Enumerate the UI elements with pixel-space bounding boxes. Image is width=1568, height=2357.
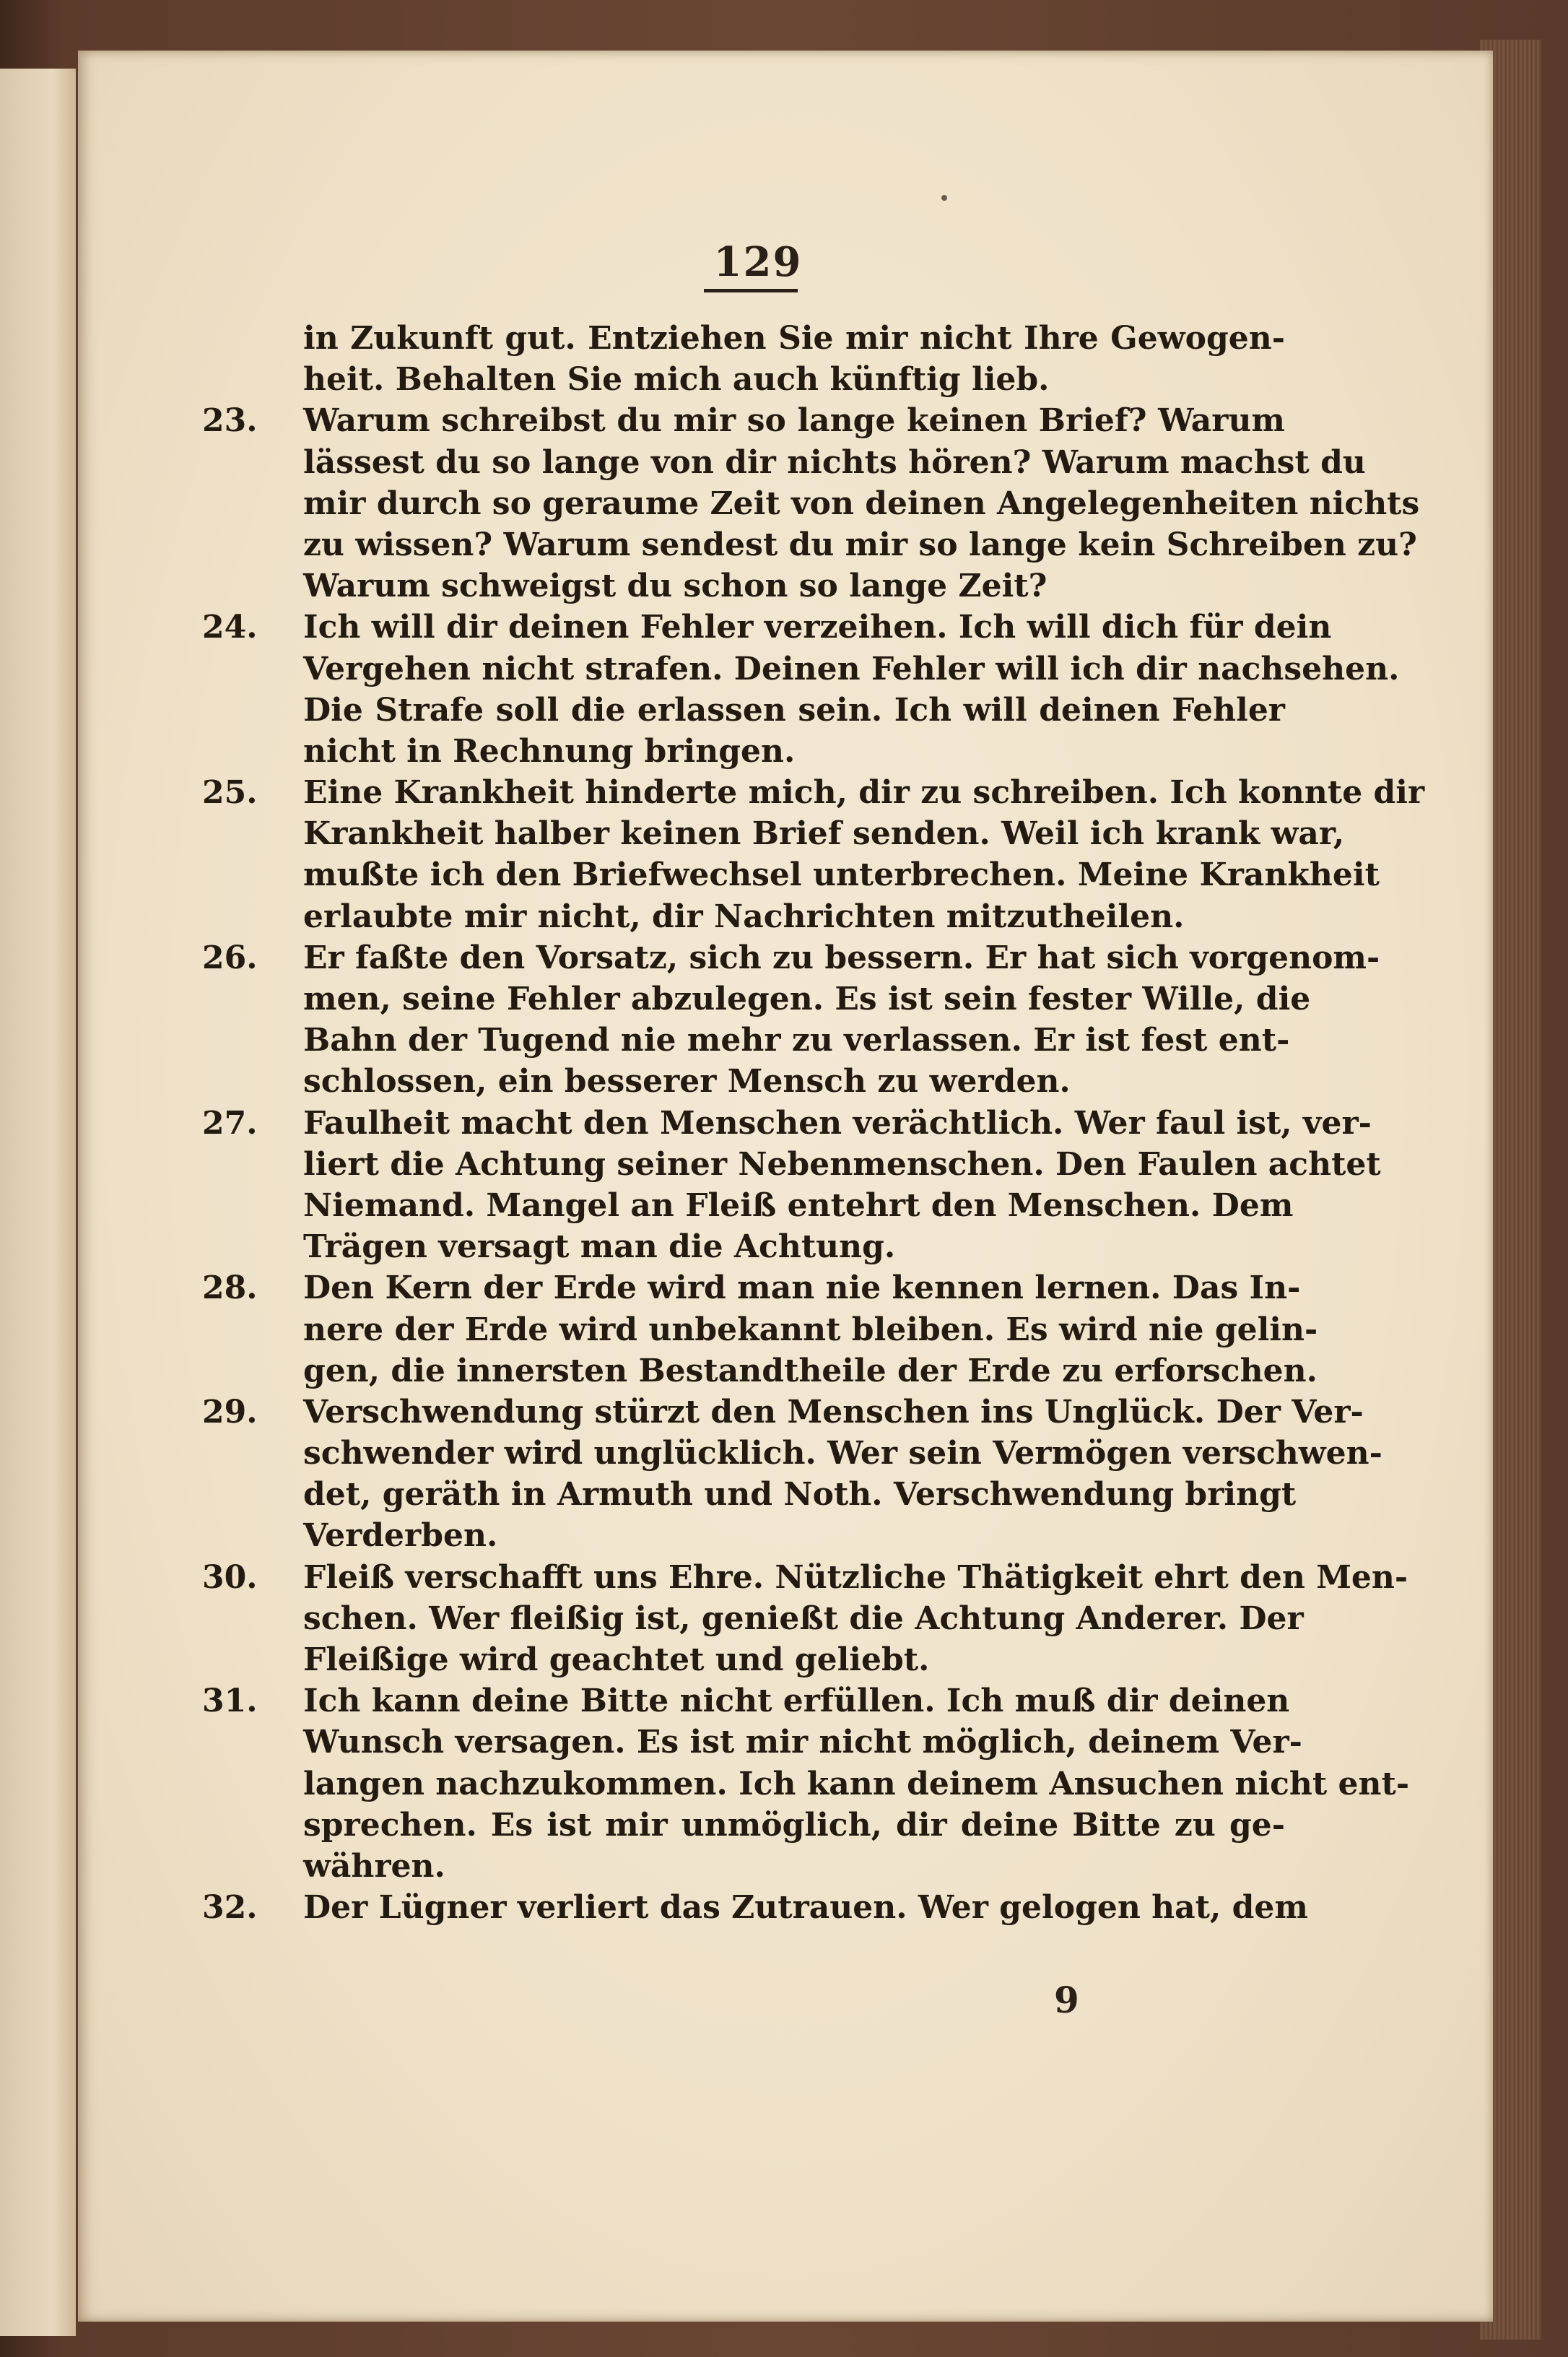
line-text: heit. Behalten Sie mich auch künftig lieb. (303, 361, 1050, 399)
text-line (202, 648, 1400, 690)
text-line (202, 1722, 1302, 1763)
line-text: Er faßte den Vorsatz, sich zu bessern. Er hat sich vorgenom- (303, 939, 1380, 976)
line-text: Fleiß verschafft uns Ehre. Nützliche Thätigkeit ehrt den Men- (303, 1558, 1408, 1596)
page-number: 129 (713, 238, 803, 286)
text-line (202, 565, 1285, 607)
text-line (202, 318, 1285, 359)
line-text: Warum schreibst du mir so lange keinen Brief? Warum (303, 402, 1285, 440)
line-text: Fleißige wird geachtet und geliebt. (303, 1641, 930, 1678)
paragraph-number: 23. (202, 402, 258, 440)
text-line (202, 483, 1420, 524)
paragraph-number: 26. (202, 939, 258, 976)
text-line (202, 731, 1285, 772)
line-text: det, geräth in Armuth und Noth. Verschwendung bringt (303, 1476, 1297, 1514)
text-line (202, 1680, 1290, 1722)
line-text: Der Lügner verliert das Zutrauen. Wer gelogen hat, dem (303, 1889, 1308, 1927)
line-text: nere der Erde wird unbekannt bleiben. Es wird nie gelin- (303, 1311, 1318, 1348)
text-line (202, 1474, 1297, 1515)
text-line (202, 442, 1366, 483)
text-line (202, 1598, 1304, 1639)
text-line (202, 1887, 1308, 1928)
line-text: liert die Achtung seiner Nebenmenschen. Den Faulen achtet (303, 1145, 1381, 1183)
line-text: Ich will dir deinen Fehler verzeihen. Ich will dich für dein (303, 609, 1332, 646)
line-text: Warum schweigst du schon so lange Zeit? (303, 568, 1047, 605)
line-text: erlaubte mir nicht, dir Nachrichten mitzutheilen. (303, 898, 1185, 935)
left-page-edge (0, 69, 76, 2336)
text-line (202, 854, 1380, 895)
text-line (202, 359, 1285, 400)
text-line (202, 1061, 1285, 1102)
line-text: mußte ich den Briefwechsel unterbrechen. Meine Krankheit (303, 856, 1380, 894)
text-line (202, 1515, 1285, 1556)
line-text: währen. (303, 1847, 445, 1885)
text-line (202, 813, 1345, 854)
text-line (202, 607, 1332, 648)
line-text: Ich kann deine Bitte nicht erfüllen. Ich muß dir deinen (303, 1683, 1290, 1720)
line-text: langen nachzukommen. Ich kann deinem Ansuchen nicht ent- (303, 1765, 1410, 1802)
text-line (202, 1763, 1410, 1805)
ink-speck (941, 195, 947, 201)
signature-mark: 9 (1054, 1979, 1079, 2021)
paragraph-number: 31. (202, 1683, 258, 1720)
paragraph-number: 25. (202, 774, 258, 812)
text-line (202, 1557, 1408, 1598)
paragraph-number: 29. (202, 1393, 258, 1431)
text-line (202, 1846, 1285, 1887)
line-text: Vergehen nicht strafen. Deinen Fehler will ich dir nachsehen. (303, 650, 1400, 687)
line-text: schlossen, ein besserer Mensch zu werden. (303, 1063, 1071, 1101)
line-text: sprechen. Es ist mir unmöglich, dir deine Bitte zu ge- (303, 1806, 1285, 1844)
line-text: mir durch so geraume Zeit von deinen Angelegenheiten nichts (303, 485, 1420, 522)
text-line (202, 1309, 1318, 1350)
line-text: nicht in Rechnung bringen. (303, 732, 796, 770)
line-text: lässest du so lange von dir nichts hören? Warum machst du (303, 443, 1366, 481)
line-text: schen. Wer fleißig ist, genießt die Achtung Anderer. Der (303, 1599, 1304, 1637)
page-number-rule (704, 289, 798, 292)
text-line (202, 1639, 1285, 1680)
paragraph-number: 27. (202, 1104, 258, 1142)
line-text: Verderben. (303, 1517, 498, 1555)
line-text: men, seine Fehler abzulegen. Es ist sein fester Wille, die (303, 981, 1311, 1017)
line-text: Niemand. Mangel an Fleiß entehrt den Menschen. Dem (303, 1186, 1294, 1224)
text-line (202, 1185, 1294, 1226)
line-text: Bahn der Tugend nie mehr zu verlassen. Er ist fest ent- (303, 1022, 1290, 1059)
line-text: Wunsch versagen. Es ist mir nicht möglich, deinem Ver- (303, 1724, 1302, 1761)
paragraph-number: 28. (202, 1269, 258, 1307)
line-text: zu wissen? Warum sendest du mir so lange kein Schreiben zu? (303, 526, 1417, 563)
line-text: Faulheit macht den Menschen verächtlich. Wer faul ist, ver- (303, 1104, 1372, 1142)
body-text (202, 318, 1425, 1928)
text-line (202, 1267, 1301, 1308)
line-text: gen, die innersten Bestandtheile der Erde zu erforschen. (303, 1352, 1317, 1389)
line-text: Verschwendung stürzt den Menschen ins Unglück. Der Ver- (303, 1393, 1364, 1431)
text-line (202, 896, 1285, 937)
line-text: Den Kern der Erde wird man nie kennen lernen. Das In- (303, 1269, 1301, 1307)
text-line (202, 524, 1417, 565)
text-line (202, 1020, 1290, 1061)
line-text: in Zukunft gut. Entziehen Sie mir nicht Ihre Gewogen- (303, 320, 1285, 357)
text-line (202, 1103, 1372, 1144)
text-line (202, 1433, 1382, 1474)
text-line (202, 1226, 1285, 1267)
text-line (202, 937, 1380, 978)
line-text: schwender wird unglücklich. Wer sein Vermögen verschwen- (303, 1435, 1382, 1472)
text-line (202, 1805, 1285, 1846)
text-line (202, 1350, 1317, 1392)
line-text: Krankheit halber keinen Brief senden. Weil ich krank war, (303, 815, 1345, 853)
paragraph-number: 32. (202, 1889, 258, 1927)
paragraph-number: 24. (202, 609, 258, 646)
text-line (202, 1144, 1381, 1185)
line-text: Die Strafe soll die erlassen sein. Ich will deinen Fehler (303, 691, 1285, 729)
text-line (202, 400, 1285, 441)
text-line (202, 1392, 1364, 1433)
line-text: Eine Krankheit hinderte mich, dir zu schreiben. Ich konnte dir (303, 774, 1425, 812)
line-text: Trägen versagt man die Achtung. (303, 1228, 896, 1266)
text-line (202, 772, 1425, 813)
text-line (202, 978, 1311, 1020)
text-line (202, 690, 1285, 731)
paragraph-number: 30. (202, 1558, 258, 1596)
